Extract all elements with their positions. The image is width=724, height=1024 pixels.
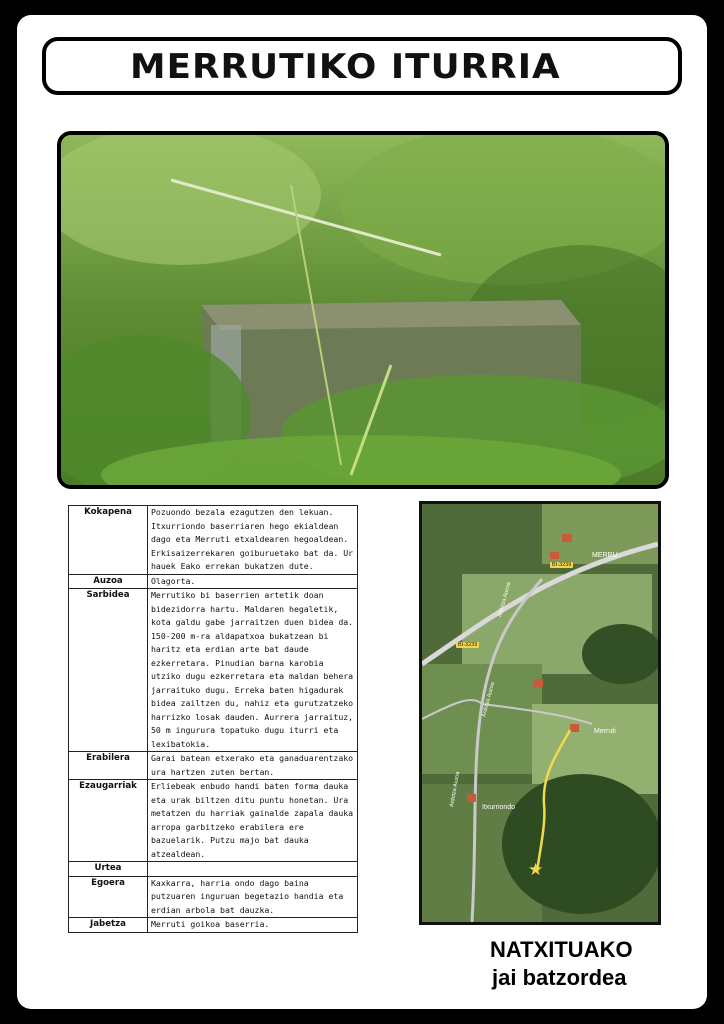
map-label-itxurriondo: Itxurriondo: [482, 804, 516, 811]
row-key: Egoera: [69, 876, 148, 918]
map-street-label: Ardotza Auzoa: [497, 581, 513, 618]
row-key: Ezaugarriak: [69, 780, 148, 862]
row-key: Urtea: [69, 862, 148, 877]
info-table: [68, 505, 358, 933]
star-icon: ★: [528, 860, 544, 880]
row-value: Merruti goikoa baserria.: [148, 918, 358, 933]
map-road-tag: BI-3239: [458, 642, 478, 648]
page-title: MERRUTIKO ITURRIA: [130, 47, 561, 87]
organization-name: NATXITUAKO: [490, 937, 633, 962]
table-row: [69, 589, 358, 752]
spring-photo-image: [61, 135, 665, 485]
row-key: Erabilera: [69, 752, 148, 780]
spring-photo: [57, 131, 669, 489]
table-row: [69, 780, 358, 862]
row-value: [148, 862, 358, 877]
table-row: [69, 506, 358, 575]
row-value: Pozuondo bezala ezagutzen den lekuan. Itxurriondo baserriaren hego ekialdean dago eta Merruti etxaldearen hegoaldean. Erkisaizerrekaren goiburuetako bat da. Ur hauek Eako errekan bukatzen dute.: [148, 506, 358, 575]
row-key: Jabetza: [69, 918, 148, 933]
row-key: Sarbidea: [69, 589, 148, 752]
table-row: [69, 574, 358, 589]
row-key: Kokapena: [69, 506, 148, 575]
location-map: [419, 501, 661, 925]
row-value: Erliebeak enbudo handi baten forma dauka eta urak biltzen ditu puntu honetan. Ura metatzen du harriak gainalde zapala dauka arropa garbitzeko erabilera ere bazuelarik. Putzu majo bat dauka atzealdean.: [148, 780, 358, 862]
table-row: [69, 876, 358, 918]
row-value: Olagorta.: [148, 574, 358, 589]
map-street-label: Ardotza Auzoa: [481, 681, 497, 718]
map-label-merru: MERRU: [592, 552, 618, 559]
map-label-merruti: Merruti: [594, 728, 616, 735]
row-value: Garai batean etxerako eta ganaduarentzako ura hartzen zuten bertan.: [148, 752, 358, 780]
map-street-label: Ardotza Auzoa: [449, 771, 462, 808]
title-box: [42, 37, 682, 95]
map-road-tag: BI-3239: [552, 562, 572, 568]
row-key: Auzoa: [69, 574, 148, 589]
table-row: [69, 862, 358, 877]
table-row: [69, 918, 358, 933]
row-value: Merrutiko bi baserrien artetik doan bidezidorra hartu. Maldaren hegaletik, kota galdu gabe jarraitzen duen bidea da. 150-200 m-ra aldapatxoa bukatzean bi haritz eta erdian arte bat daude ezkerretara. Pinudian barna karobia utziko dugu ezkerretara eta maldan behera jarraituko dugu. Erreka baten higadurak bidea zailtzen du, nahiz eta gurutzatzeko harrizko losak dauden. Aurrera jarraituz, 50 m ingurura topatuko dugu iturri eta lexibatokia.: [148, 589, 358, 752]
table-row: [69, 752, 358, 780]
organization-subtitle: jai batzordea: [492, 965, 627, 990]
row-value: Kaxkarra, harria ondo dago baina putzuaren inguruan begetazio handia eta erdian arbola bat dauzka.: [148, 876, 358, 918]
